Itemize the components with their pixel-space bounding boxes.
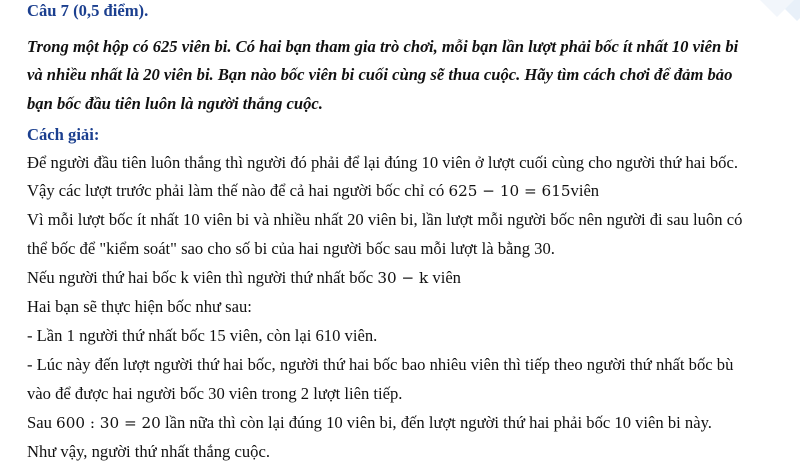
- solution-line-5-unit: viên: [432, 268, 461, 287]
- solution-line-3: Vì mỗi lượt bốc ít nhất 10 viên bi và nhiều nhất 20 viên bi, lần lượt mỗi người bốc nên người đi sau luôn có: [27, 210, 743, 229]
- equation-625-minus-10: 625 − 10 = 615: [448, 182, 571, 200]
- solution-line-10: [27, 413, 712, 433]
- problem-line-3: bạn bốc đầu tiên luôn là người thắng cuộc.: [27, 94, 323, 113]
- solution-line-5: [27, 268, 461, 288]
- solution-line-8: - Lúc này đến lượt người thứ hai bốc, người thứ hai bốc bao nhiêu viên thì tiếp theo người thứ nhất bốc bù: [27, 355, 734, 374]
- question-title: Câu 7 (0,5 điểm).: [27, 1, 149, 20]
- corner-decoration: [740, 0, 800, 30]
- solution-line-9: vào để được hai người bốc 30 viên trong 2 lượt liên tiếp.: [27, 384, 403, 403]
- solution-line-2-unit: viên: [570, 181, 600, 200]
- problem-line-2: và nhiều nhất là 20 viên bi. Bạn nào bốc viên bi cuối cùng sẽ thua cuộc. Hãy tìm cách chơi để đảm bảo: [27, 65, 733, 84]
- solution-line-4: thể bốc để "kiểm soát" sao cho số bi của hai người bốc sau mỗi lượt là bằng 30.: [27, 239, 555, 258]
- solution-line-1: Để người đầu tiên luôn thắng thì người đó phải để lại đúng 10 viên ở lượt cuối cùng cho người thứ hai bốc.: [27, 153, 738, 172]
- equation-600-div-30: 600 : 30 = 20: [56, 414, 161, 432]
- solution-line-5-text: Nếu người thứ hai bốc k viên thì người thứ nhất bốc: [27, 268, 374, 287]
- expression-30-minus-k: 30 − k: [377, 269, 429, 287]
- solution-line-2-text: Vậy các lượt trước phải làm thế nào để cả hai người bốc chỉ có: [27, 181, 445, 200]
- solution-heading: Cách giải:: [27, 125, 100, 144]
- solution-line-6: Hai bạn sẽ thực hiện bốc như sau:: [27, 297, 252, 316]
- solution-line-10-pre: Sau: [27, 413, 52, 432]
- problem-line-1: Trong một hộp có 625 viên bi. Có hai bạn tham gia trò chơi, mỗi bạn lần lượt phải bốc ít nhất 10 viên bi: [27, 37, 739, 56]
- solution-line-11: Như vậy, người thứ nhất thắng cuộc.: [27, 442, 270, 461]
- solution-line-7: - Lần 1 người thứ nhất bốc 15 viên, còn lại 610 viên.: [27, 326, 378, 345]
- solution-line-2: [27, 181, 599, 201]
- solution-line-10-post: lần nữa thì còn lại đúng 10 viên bi, đến lượt người thứ hai phải bốc 10 viên bi này.: [165, 413, 712, 432]
